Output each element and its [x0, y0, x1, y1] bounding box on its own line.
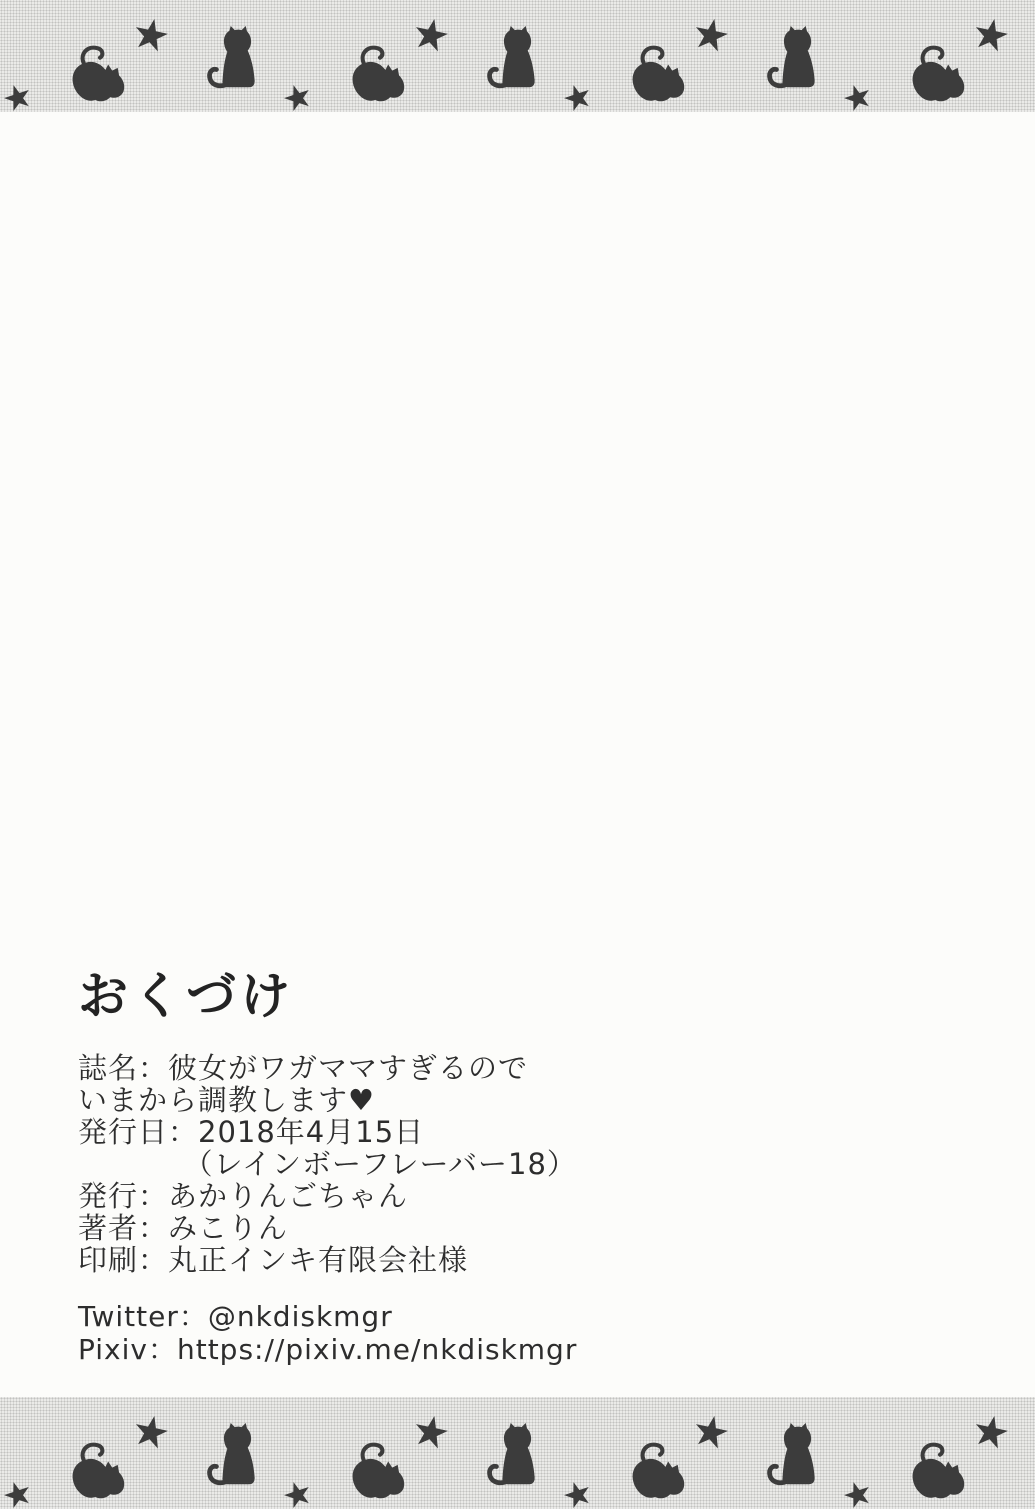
star-icon: [412, 16, 450, 53]
star-icon: [561, 1478, 593, 1509]
star-icon: [132, 16, 170, 53]
cat-icon: [633, 48, 685, 102]
star-icon: [1, 1478, 33, 1509]
publisher-line: 発行：あかりんごちゃん: [78, 1179, 409, 1213]
cat-star-pattern: [0, 0, 1035, 112]
star-icon: [841, 81, 873, 112]
cat-icon: [73, 1445, 125, 1499]
author-line: 著者：みこりん: [78, 1211, 289, 1245]
cat-icon: [490, 1423, 535, 1484]
cat-icon: [73, 48, 125, 102]
pixiv-line: Pixiv：https://pixiv.me/nkdiskmgr: [78, 1333, 578, 1366]
cat-icon: [210, 26, 255, 87]
twitter-line: Twitter：@nkdiskmgr: [78, 1300, 393, 1333]
booklet-title-line: 誌名：彼女がワガママすぎるので: [78, 1051, 529, 1085]
star-icon: [412, 1413, 450, 1450]
booklet-title-line-2: いまから調教します♥: [78, 1083, 375, 1117]
cat-icon: [490, 26, 535, 87]
publish-date-line: 発行日：2018年4月15日: [78, 1115, 425, 1149]
colophon: [78, 966, 958, 1366]
star-icon: [281, 1478, 313, 1509]
cat-icon: [770, 26, 815, 87]
printer-line: 印刷：丸正インキ有限会社様: [78, 1243, 469, 1277]
star-icon: [972, 1413, 1010, 1450]
cat-icon: [633, 1445, 685, 1499]
star-icon: [692, 1413, 730, 1450]
cat-icon: [210, 1423, 255, 1484]
cat-star-border-top: [0, 0, 1035, 112]
contact-block: [78, 1300, 958, 1366]
star-icon: [281, 81, 313, 112]
cat-star-border-bottom: [0, 1397, 1035, 1509]
star-icon: [1, 81, 33, 112]
star-icon: [132, 1413, 170, 1450]
cat-star-pattern: [0, 1397, 1035, 1509]
star-icon: [972, 16, 1010, 53]
event-line: （レインボーフレーバー18）: [78, 1147, 577, 1181]
star-icon: [561, 81, 593, 112]
cat-icon: [770, 1423, 815, 1484]
cat-icon: [353, 1445, 405, 1499]
star-icon: [841, 1478, 873, 1509]
cat-icon: [913, 1445, 965, 1499]
cat-icon: [913, 48, 965, 102]
star-icon: [692, 16, 730, 53]
cat-icon: [353, 48, 405, 102]
page-title: おくづけ: [78, 967, 294, 1025]
